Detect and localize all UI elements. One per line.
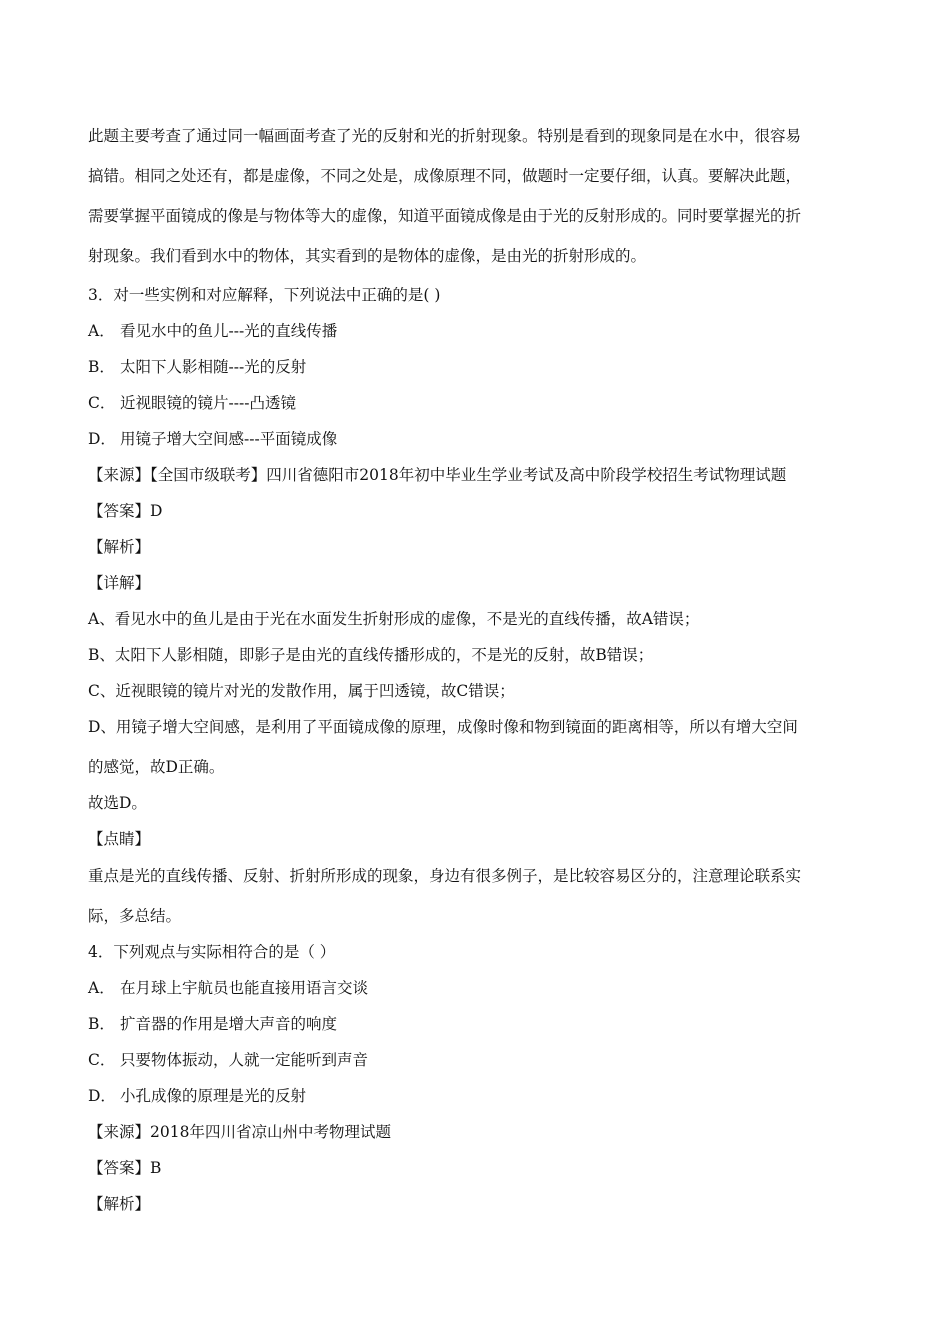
q3-detail-b: B、太阳下人影相随，即影子是由光的直线传播形成的，不是光的反射，故B错误； bbox=[88, 646, 654, 664]
q4-stem: 4．下列观点与实际相符合的是（ ） bbox=[88, 943, 336, 961]
intro-line-4: 射现象。我们看到水中的物体，其实看到的是物体的虚像，是由光的折射形成的。 bbox=[88, 247, 647, 265]
q3-option-c bbox=[88, 393, 296, 413]
intro-line-2: 搞错。相同之处还有，都是虚像，不同之处是，成像原理不同，做题时一定要仔细，认真。要解决此题， bbox=[88, 167, 802, 185]
q4-source: 【来源】2018年四川省凉山州中考物理试题 bbox=[88, 1123, 391, 1141]
q4-option-d bbox=[88, 1086, 306, 1106]
q4-option-b bbox=[88, 1014, 337, 1034]
q3-detail-d-line-1: D、用镜子增大空间感，是利用了平面镜成像的原理，成像时像和物到镜面的距离相等，所以有增大空间 bbox=[88, 718, 798, 736]
option-label: C． bbox=[88, 394, 116, 412]
q3-comment-heading: 【点睛】 bbox=[88, 830, 151, 848]
q3-detail-heading: 【详解】 bbox=[88, 574, 151, 592]
option-text: 扩音器的作用是增大声音的响度 bbox=[120, 1015, 338, 1033]
q3-stem: 3．对一些实例和对应解释，下列说法中正确的是( ) bbox=[88, 286, 441, 304]
q3-option-b bbox=[88, 357, 306, 377]
option-text: 小孔成像的原理是光的反射 bbox=[120, 1087, 307, 1105]
option-text: 只要物体振动，人就一定能听到声音 bbox=[120, 1051, 369, 1069]
q3-option-d bbox=[88, 429, 337, 449]
option-text: 在月球上宇航员也能直接用语言交谈 bbox=[120, 979, 369, 997]
intro-line-1: 此题主要考查了通过同一幅画面考查了光的反射和光的折射现象。特别是看到的现象同是在水中，很容易 bbox=[88, 127, 802, 145]
q3-conclusion: 故选D。 bbox=[88, 794, 147, 812]
q4-option-c bbox=[88, 1050, 368, 1070]
q4-option-a bbox=[88, 978, 368, 998]
q3-option-a bbox=[88, 321, 337, 341]
q3-comment-line-1: 重点是光的直线传播、反射、折射所形成的现象，身边有很多例子，是比较容易区分的，注意理论联系实 bbox=[88, 867, 802, 885]
option-label: B． bbox=[88, 358, 115, 376]
q3-source: 【来源】【全国市级联考】四川省德阳市2018年初中毕业生学业考试及高中阶段学校招生考试物理试题 bbox=[88, 466, 787, 484]
option-text: 用镜子增大空间感---平面镜成像 bbox=[120, 430, 338, 448]
q3-detail-c: C、近视眼镜的镜片对光的发散作用，属于凹透镜，故C错误； bbox=[88, 682, 515, 700]
intro-line-3: 需要掌握平面镜成的像是与物体等大的虚像，知道平面镜成像是由于光的反射形成的。同时要掌握光的折 bbox=[88, 207, 802, 225]
option-label: B． bbox=[88, 1015, 115, 1033]
q4-analysis-heading: 【解析】 bbox=[88, 1195, 151, 1213]
option-label: C． bbox=[88, 1051, 116, 1069]
option-text: 看见水中的鱼儿---光的直线传播 bbox=[120, 322, 338, 340]
q3-comment-line-2: 际，多总结。 bbox=[88, 907, 182, 925]
option-text: 近视眼镜的镜片----凸透镜 bbox=[120, 394, 296, 412]
q3-detail-d-line-2: 的感觉，故D正确。 bbox=[88, 758, 225, 776]
option-label: A． bbox=[88, 979, 115, 997]
q3-answer: 【答案】D bbox=[88, 502, 163, 520]
option-label: D． bbox=[88, 1087, 116, 1105]
option-text: 太阳下人影相随---光的反射 bbox=[120, 358, 307, 376]
q3-detail-a: A、看见水中的鱼儿是由于光在水面发生折射形成的虚像，不是光的直线传播，故A错误； bbox=[88, 610, 700, 628]
q4-answer: 【答案】B bbox=[88, 1159, 162, 1177]
option-label: D． bbox=[88, 430, 116, 448]
option-label: A． bbox=[88, 322, 115, 340]
q3-analysis-heading: 【解析】 bbox=[88, 538, 151, 556]
